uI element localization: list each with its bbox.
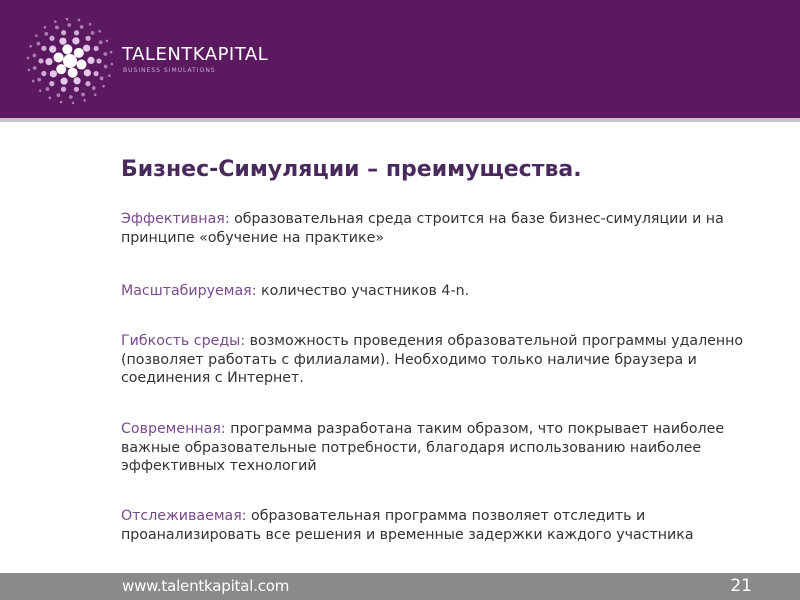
header-divider (0, 118, 800, 122)
item-term: Современная: (121, 421, 226, 437)
list-item (121, 420, 761, 476)
item-term: Гибкость среды: (121, 333, 246, 349)
slide-header (0, 0, 800, 118)
item-term: Отслеживаемая: (121, 508, 247, 524)
slide-footer (0, 573, 800, 600)
page-number: 21 (730, 576, 752, 596)
footer-url[interactable]: www.talentkapital.com (122, 577, 290, 595)
brand-tagline: BUSINESS SIMULATIONS (123, 67, 216, 74)
item-text: программа разработана таким образом, что покрывает наиболее важные образовательные потребности, благодаря использованию наиболее эффективных технологий (121, 421, 725, 474)
list-item (121, 210, 761, 247)
item-term: Эффективная: (121, 211, 230, 227)
list-item (121, 332, 761, 388)
list-item (121, 282, 761, 301)
item-text: образовательная программа позволяет отследить и проанализировать все решения и временные задержки каждого участника (121, 508, 694, 543)
item-text: количество участников 4-n. (256, 283, 470, 299)
brand-name: TALENTKAPITAL (122, 44, 269, 65)
item-term: Масштабируемая: (121, 283, 257, 299)
list-item (121, 507, 761, 544)
item-text: образовательная среда строится на базе бизнес-симуляции и на принципе «обучение на практике» (121, 211, 724, 246)
item-text: возможность проведения образовательной программы удаленно (позволяет работать с филиалами). Необходимо только наличие браузера и соединения с Интернет. (121, 333, 744, 386)
brand-logo-icon (24, 15, 116, 107)
slide-title: Бизнес-Симуляции – преимущества. (121, 157, 582, 182)
